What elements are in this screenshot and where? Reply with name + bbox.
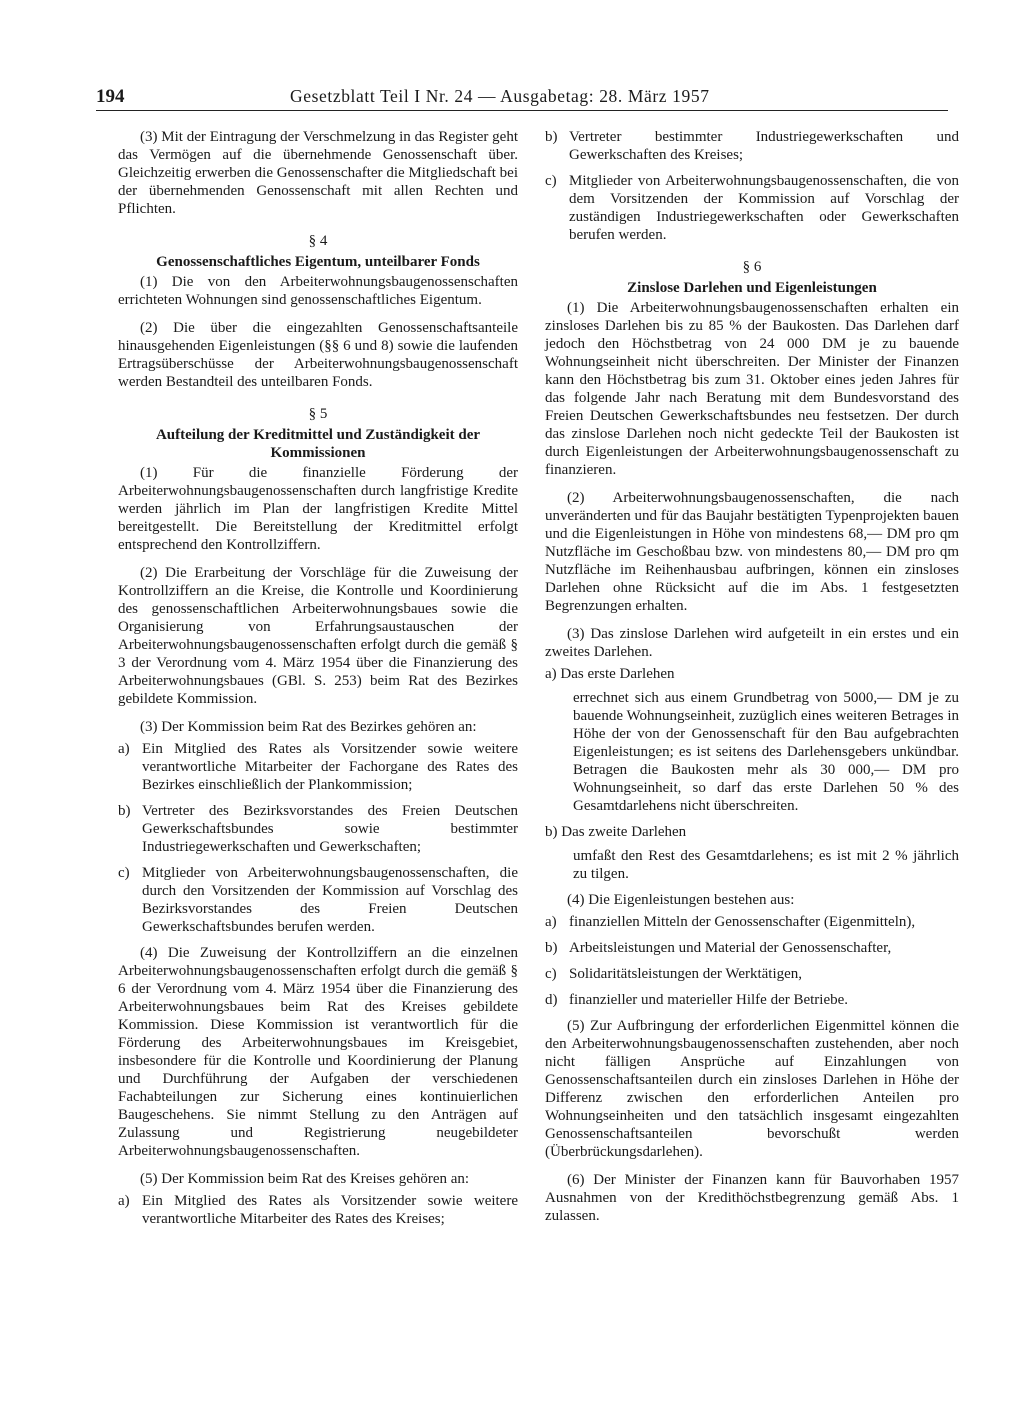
running-header: [96, 86, 948, 111]
list-text: Arbeitsleistungen und Material der Genossenschafter,: [569, 940, 892, 956]
page-number: 194: [96, 86, 125, 107]
list-text: Vertreter bestimmter Industriegewerkschaften und Gewerkschaften des Kreises;: [569, 129, 959, 163]
list-text: finanzieller und materieller Hilfe der Betriebe.: [569, 992, 849, 1008]
list-label: b): [118, 803, 131, 819]
paragraph: (2) Die über die eingezahlten Genossenschaftsanteile hinausgehenden Eigenleistungen (§§ 6 und 8) sowie die laufenden Ertragsüberschüsse der Arbeiterwohnungsbaugenossenschaft werden Bestandteil des unteilbaren Fonds.: [118, 320, 518, 390]
paragraph: (4) Die Eigenleistungen bestehen aus:: [567, 892, 795, 908]
section-title: Aufteilung der Kreditmittel und Zuständigkeit der Kommissionen: [155, 427, 481, 461]
list-text: Mitglieder von Arbeiterwohnungsbaugenossenschaften, die von dem Vorsitzenden der Kommission auf Vorschlag der zuständigen Industriegewerkschaften oder Gewerkschaften berufen werden.: [569, 173, 959, 243]
paragraph: (1) Die von den Arbeiterwohnungsbaugenossenschaften errichteten Wohnungen sind genossenschaftliches Eigentum.: [118, 274, 518, 308]
list-label: a): [545, 914, 557, 930]
section-title: Zinslose Darlehen und Eigenleistungen: [627, 280, 877, 296]
list-label: a): [118, 1193, 130, 1209]
section-number: § 4: [308, 233, 328, 249]
sub-heading: b) Das zweite Darlehen: [545, 824, 687, 840]
list-item: [118, 740, 518, 794]
list-label: b): [545, 129, 558, 145]
list-label: c): [545, 966, 557, 982]
paragraph: (1) Für die finanzielle Förderung der Arbeiterwohnungsbaugenossenschaften durch langfristige Kredite werden jährlich im Plan der langfristigen Kredite Mittel bereitgestellt. Die Bereitstellung der Kreditmittel erfolgt entsprechend den Kontrollziffern.: [118, 465, 518, 553]
section-number: § 5: [308, 406, 328, 422]
list-item: [118, 864, 518, 936]
list-text: Solidaritätsleistungen der Werktätigen,: [569, 966, 803, 982]
list-text: Vertreter des Bezirksvorstandes des Freien Deutschen Gewerkschaftsbundes sowie bestimmter Industriegewerkschaften und Gewerkschaften;: [142, 803, 518, 855]
paragraph: (5) Zur Aufbringung der erforderlichen Eigenmittel können die den Arbeiterwohnungsbaugenossenschaften zustehenden, aber noch nicht fälligen Ansprüche auf Einzahlungen von Genossenschaftsanteilen durch ein zinsloses Darlehen in Höhe der Differenz zwischen den erforderlichen Anteilen pro Wohnungseinheiten und den tatsächlich insgesamt eingezahlten Genossenschaftsanteilen bevorschußt werden (Überbrückungsdarlehen).: [545, 1018, 959, 1160]
list-item: [118, 1192, 518, 1228]
list-label: a): [118, 741, 130, 757]
left-column: [118, 128, 518, 1236]
paragraph: (2) Arbeiterwohnungsbaugenossenschaften, die nach unveränderten und für das Baujahr bestätigten Typenprojekten bauen und die Eigenleistungen in Höhe von mindestens 68,— DM pro qm Nutzfläche im Geschoßbau bzw. von mindestens 80,— DM pro qm Nutzfläche im Reihenhausbau aufbringen, können ein zinsloses Darlehen ohne Rücksicht auf die im Abs. 1 festgesetzten Begrenzungen erhalten.: [545, 490, 959, 614]
list-label: d): [545, 992, 558, 1008]
running-title: Gesetzblatt Teil I Nr. 24 — Ausgabetag: 28. März 1957: [290, 86, 710, 106]
paragraph: (3) Das zinslose Darlehen wird aufgeteilt in ein erstes und ein zweites Darlehen.: [545, 626, 959, 660]
paragraph: (5) Der Kommission beim Rat des Kreises gehören an:: [140, 1171, 470, 1187]
sub-body: errechnet sich aus einem Grundbetrag von 5000,— DM je zu bauende Wohnungseinheit, zuzüglich eines weiteren Betrages in Höhe der von der Genossenschaft für den Bau aufgebrachten Eigenleistungen; es ist seitens des Darlehensgebers unkündbar. Betragen die Baukosten mehr als 30 000,— DM pro Wohnungseinheit, so darf das erste Darlehen 50 % des Gesamtdarlehens nicht überschreiten.: [573, 690, 959, 814]
section-title: Genossenschaftliches Eigentum, unteilbarer Fonds: [156, 254, 480, 270]
paragraph: (2) Die Erarbeitung der Vorschläge für die Zuweisung der Kontrollziffern an die Kreise, die Kontrolle und Koordinierung des genossenschaftlichen Arbeiterwohnungsbaues sowie die Organisierung von Erfahrungsaustauschen der Arbeiterwohnungsbaugenossenschaften erfolgt durch die gemäß § 3 der Verordnung vom 4. März 1954 über die Finanzierung des Arbeiterwohnungsbaues (GBl. S. 253) beim Rat des Bezirkes gebildete Kommission.: [118, 565, 518, 707]
list-text: Mitglieder von Arbeiterwohnungsbaugenossenschaften, die durch den Vorsitzenden der Kommission auf Vorschlag des Bezirksvorstandes des Freien Deutschen Gewerkschaftsbundes berufen werden.: [142, 865, 518, 935]
paragraph: (4) Die Zuweisung der Kontrollziffern an die einzelnen Arbeiterwohnungsbaugenossenschaften erfolgt durch die gemäß § 6 der Verordnung vom 4. März 1954 über die Finanzierung des Arbeiterwohnungsbaues beim Rat des Kreises gebildete Kommission. Diese Kommission ist verantwortlich für die Förderung des Arbeiterwohnungsbaues im Kreisgebiet, insbesondere für die Kontrolle und Koordinierung der Planung und Durchführung der Aufgaben der verschiedenen Fachabteilungen zur Sicherung eines kontinuierlichen Baugeschehens. Sie nimmt Stellung zu den Anträgen auf Zulassung und Registrierung neugebildeter Arbeiterwohnungsbaugenossenschaften.: [118, 945, 518, 1159]
paragraph: (3) Mit der Eintragung der Verschmelzung in das Register geht das Vermögen auf die übernehmende Genossenschaft über. Gleichzeitig erwerben die Genossenschafter die Mitgliedschaft bei der übernehmenden Genossenschaft mit allen Rechten und Pflichten.: [118, 129, 518, 217]
list-item: [118, 802, 518, 856]
paragraph: (3) Der Kommission beim Rat des Bezirkes gehören an:: [140, 719, 477, 735]
section-number: § 6: [742, 259, 762, 275]
list-label: c): [545, 173, 557, 189]
list-item: [545, 913, 959, 931]
list-label: c): [118, 865, 130, 881]
right-column: [545, 128, 959, 1235]
sub-heading: a) Das erste Darlehen: [545, 666, 675, 682]
list-text: Ein Mitglied des Rates als Vorsitzender sowie weitere verantwortliche Mitarbeiter des Rates des Kreises;: [142, 1193, 518, 1227]
list-label: b): [545, 940, 558, 956]
paragraph: (1) Die Arbeiterwohnungsbaugenossenschaften erhalten ein zinsloses Darlehen bis zu 85 % der Baukosten. Das Darlehen darf jedoch den Höchstbetrag von 24 000 DM je zu bauende Wohnungseinheit nicht überschreiten. Der Minister der Finanzen kann den Höchstbetrag bis zum 31. Oktober eines jeden Jahres für das folgende Jahr nach Beratung mit dem Bundesvorstand des Freien Deutschen Gewerkschaftsbundes neu festsetzen. Der durch das zinslose Darlehen noch nicht gedeckte Teil der Baukosten ist durch Eigenleistungen der Arbeiterwohnungsbaugenossenschaft zu finanzieren.: [545, 300, 959, 478]
list-item: [545, 965, 959, 983]
list-item: [545, 991, 959, 1009]
list-item: [545, 172, 959, 244]
list-item: [545, 128, 959, 164]
list-item: [545, 939, 959, 957]
list-text: finanziellen Mitteln der Genossenschafter (Eigenmitteln),: [569, 914, 916, 930]
list-text: Ein Mitglied des Rates als Vorsitzender sowie weitere verantwortliche Mitarbeiter der Fachorgane des Rates des Bezirkes einschließlich der Plankommission;: [142, 741, 518, 793]
sub-body: umfaßt den Rest des Gesamtdarlehens; es ist mit 2 % jährlich zu tilgen.: [573, 848, 959, 882]
paragraph: (6) Der Minister der Finanzen kann für Bauvorhaben 1957 Ausnahmen von der Kredithöchstbegrenzung gemäß Abs. 1 zulassen.: [545, 1172, 959, 1224]
